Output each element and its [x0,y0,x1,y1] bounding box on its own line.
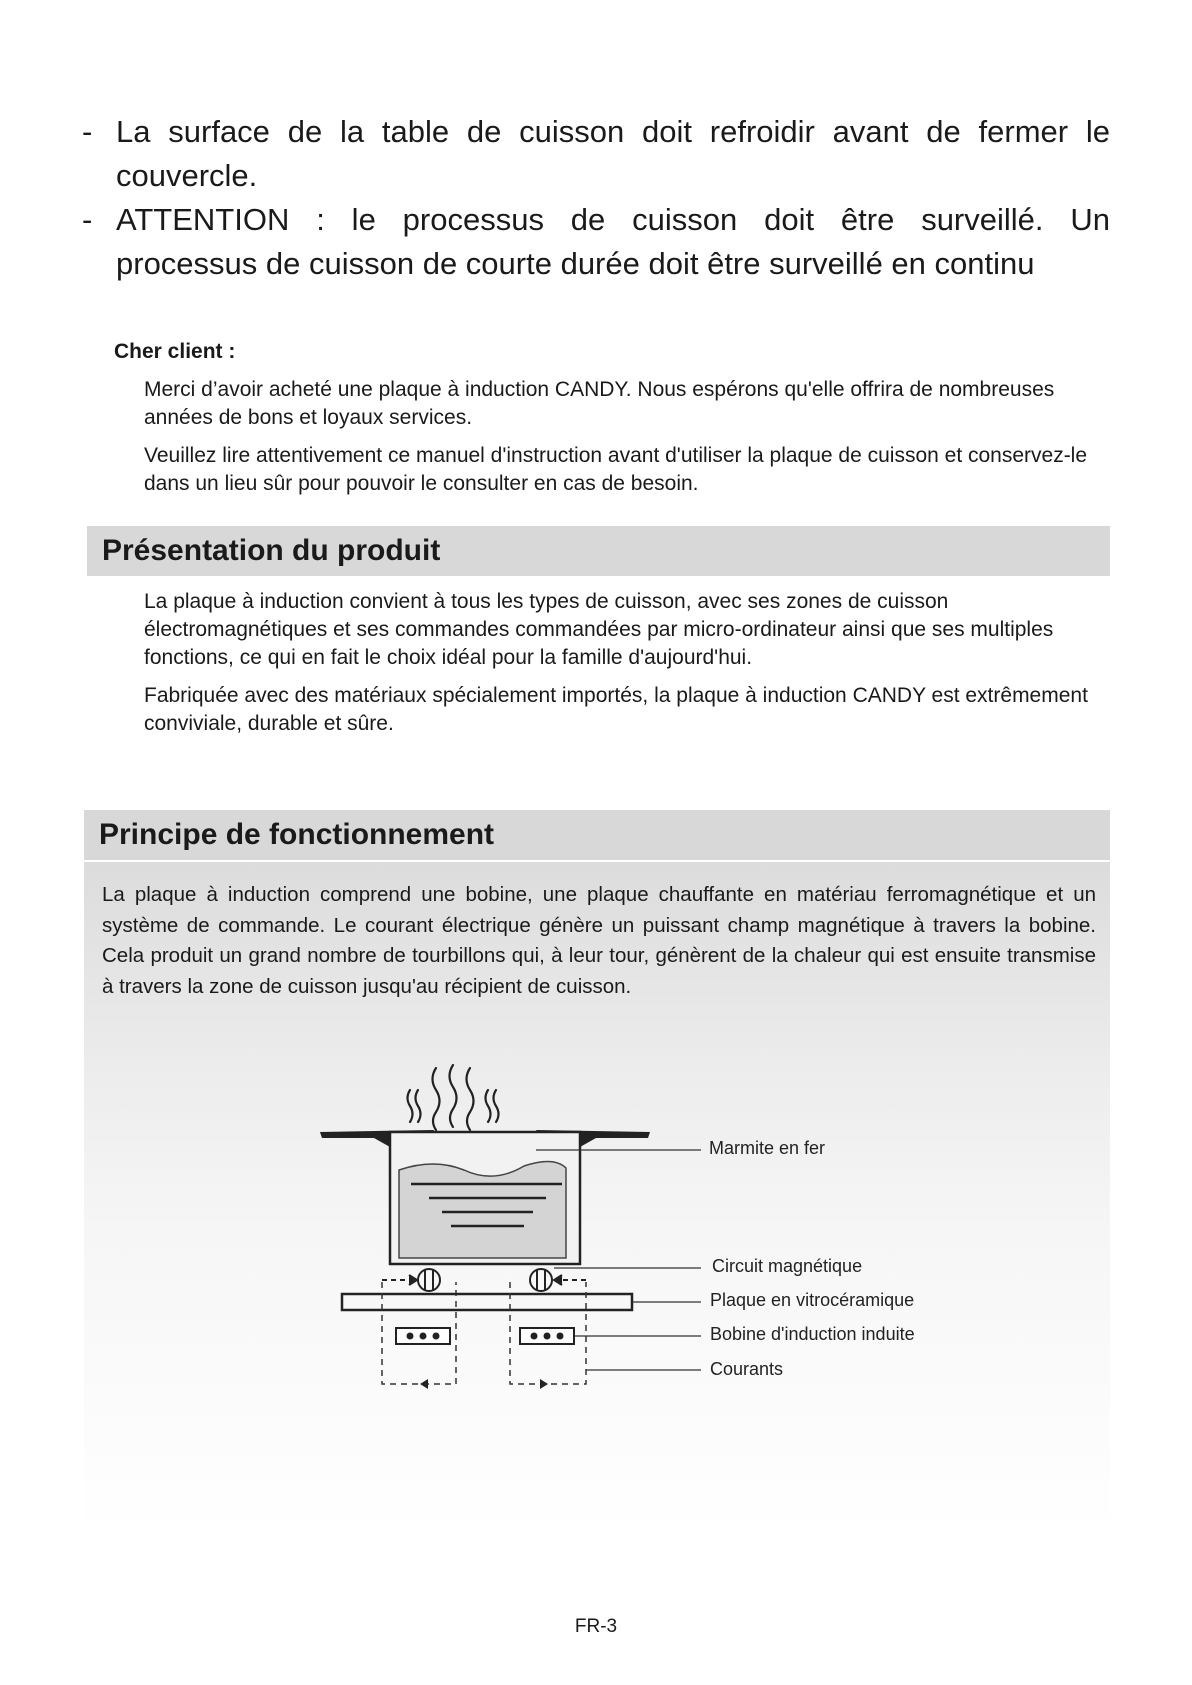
induction-coil-icon [396,1328,574,1344]
steam-icon [408,1065,499,1130]
bullet-text: La surface de la table de cuisson doit refroidir avant de fermer le couvercle. [116,114,1110,193]
dear-customer-section [114,340,1094,508]
bullet-text-line1: ATTENTION : le processus de cuisson doit être surveillé. Un [116,202,1110,237]
bullet-text-line2: processus de cuisson de courte durée doit être surveillé en continu [116,246,1035,281]
thanks-paragraph: Merci d’avoir acheté une plaque à induction CANDY. Nous espérons qu'elle offrira de nombreuses années de bons et loyaux services. [144,378,1055,429]
label-iron-pot: Marmite en fer [709,1138,826,1158]
magnetic-circuit-icon [382,1269,586,1291]
warning-bullets [82,110,1110,286]
bullet-dash: - [82,114,93,149]
principle-paragraph: La plaque à induction comprend une bobine, une plaque chauffante en matériau ferromagnétique et un système de commande. Le courant électrique génère un puissant champ magnétique à travers la bobine. Cela produit un grand nombre de tourbillons qui, à leur tour, génèrent de la chaleur qui est ensuite transmise à travers la zone de cuisson jusqu'au récipient de cuisson. [102,883,1096,998]
section-heading-presentation: Présentation du produit [87,526,1110,576]
section-heading-principle: Principe de fonctionnement [84,810,1110,860]
bullet-attention [82,198,1110,286]
induction-diagram [84,862,1110,1532]
iron-pot-icon [390,1132,580,1264]
label-ceramic-plate: Plaque en vitrocéramique [710,1290,915,1310]
principle-panel [84,862,1110,1532]
presentation-paragraph-2: Fabriquée avec des matériaux spécialement importés, la plaque à induction CANDY est extrêmement conviviale, durable et sûre. [144,684,1088,735]
bullet-text [116,198,1110,286]
page-number: FR-3 [574,1616,618,1637]
presentation-paragraph-1: La plaque à induction convient à tous les types de cuisson, avec ses zones de cuisson électromagnétiques et ses commandes commandées par micro-ordinateur ainsi que ses multiples fonctions, ce qui en fait le choix idéal pour la famille d'aujourd'hui. [144,590,1054,669]
presentation-body [144,588,1094,748]
bullet-cool-surface [82,110,1110,198]
dear-customer-heading: Cher client : [114,340,236,363]
bullet-dash: - [82,202,93,237]
read-manual-paragraph: Veuillez lire attentivement ce manuel d'instruction avant d'utiliser la plaque de cuisson et conservez-le dans un lieu sûr pour pouvoir le consulter en cas de besoin. [144,444,1088,495]
label-induction-coil: Bobine d'induction induite [710,1324,915,1344]
label-magnetic-circuit: Circuit magnétique [712,1256,863,1276]
ceramic-plate-icon [342,1294,632,1310]
label-currents: Courants [710,1359,784,1379]
